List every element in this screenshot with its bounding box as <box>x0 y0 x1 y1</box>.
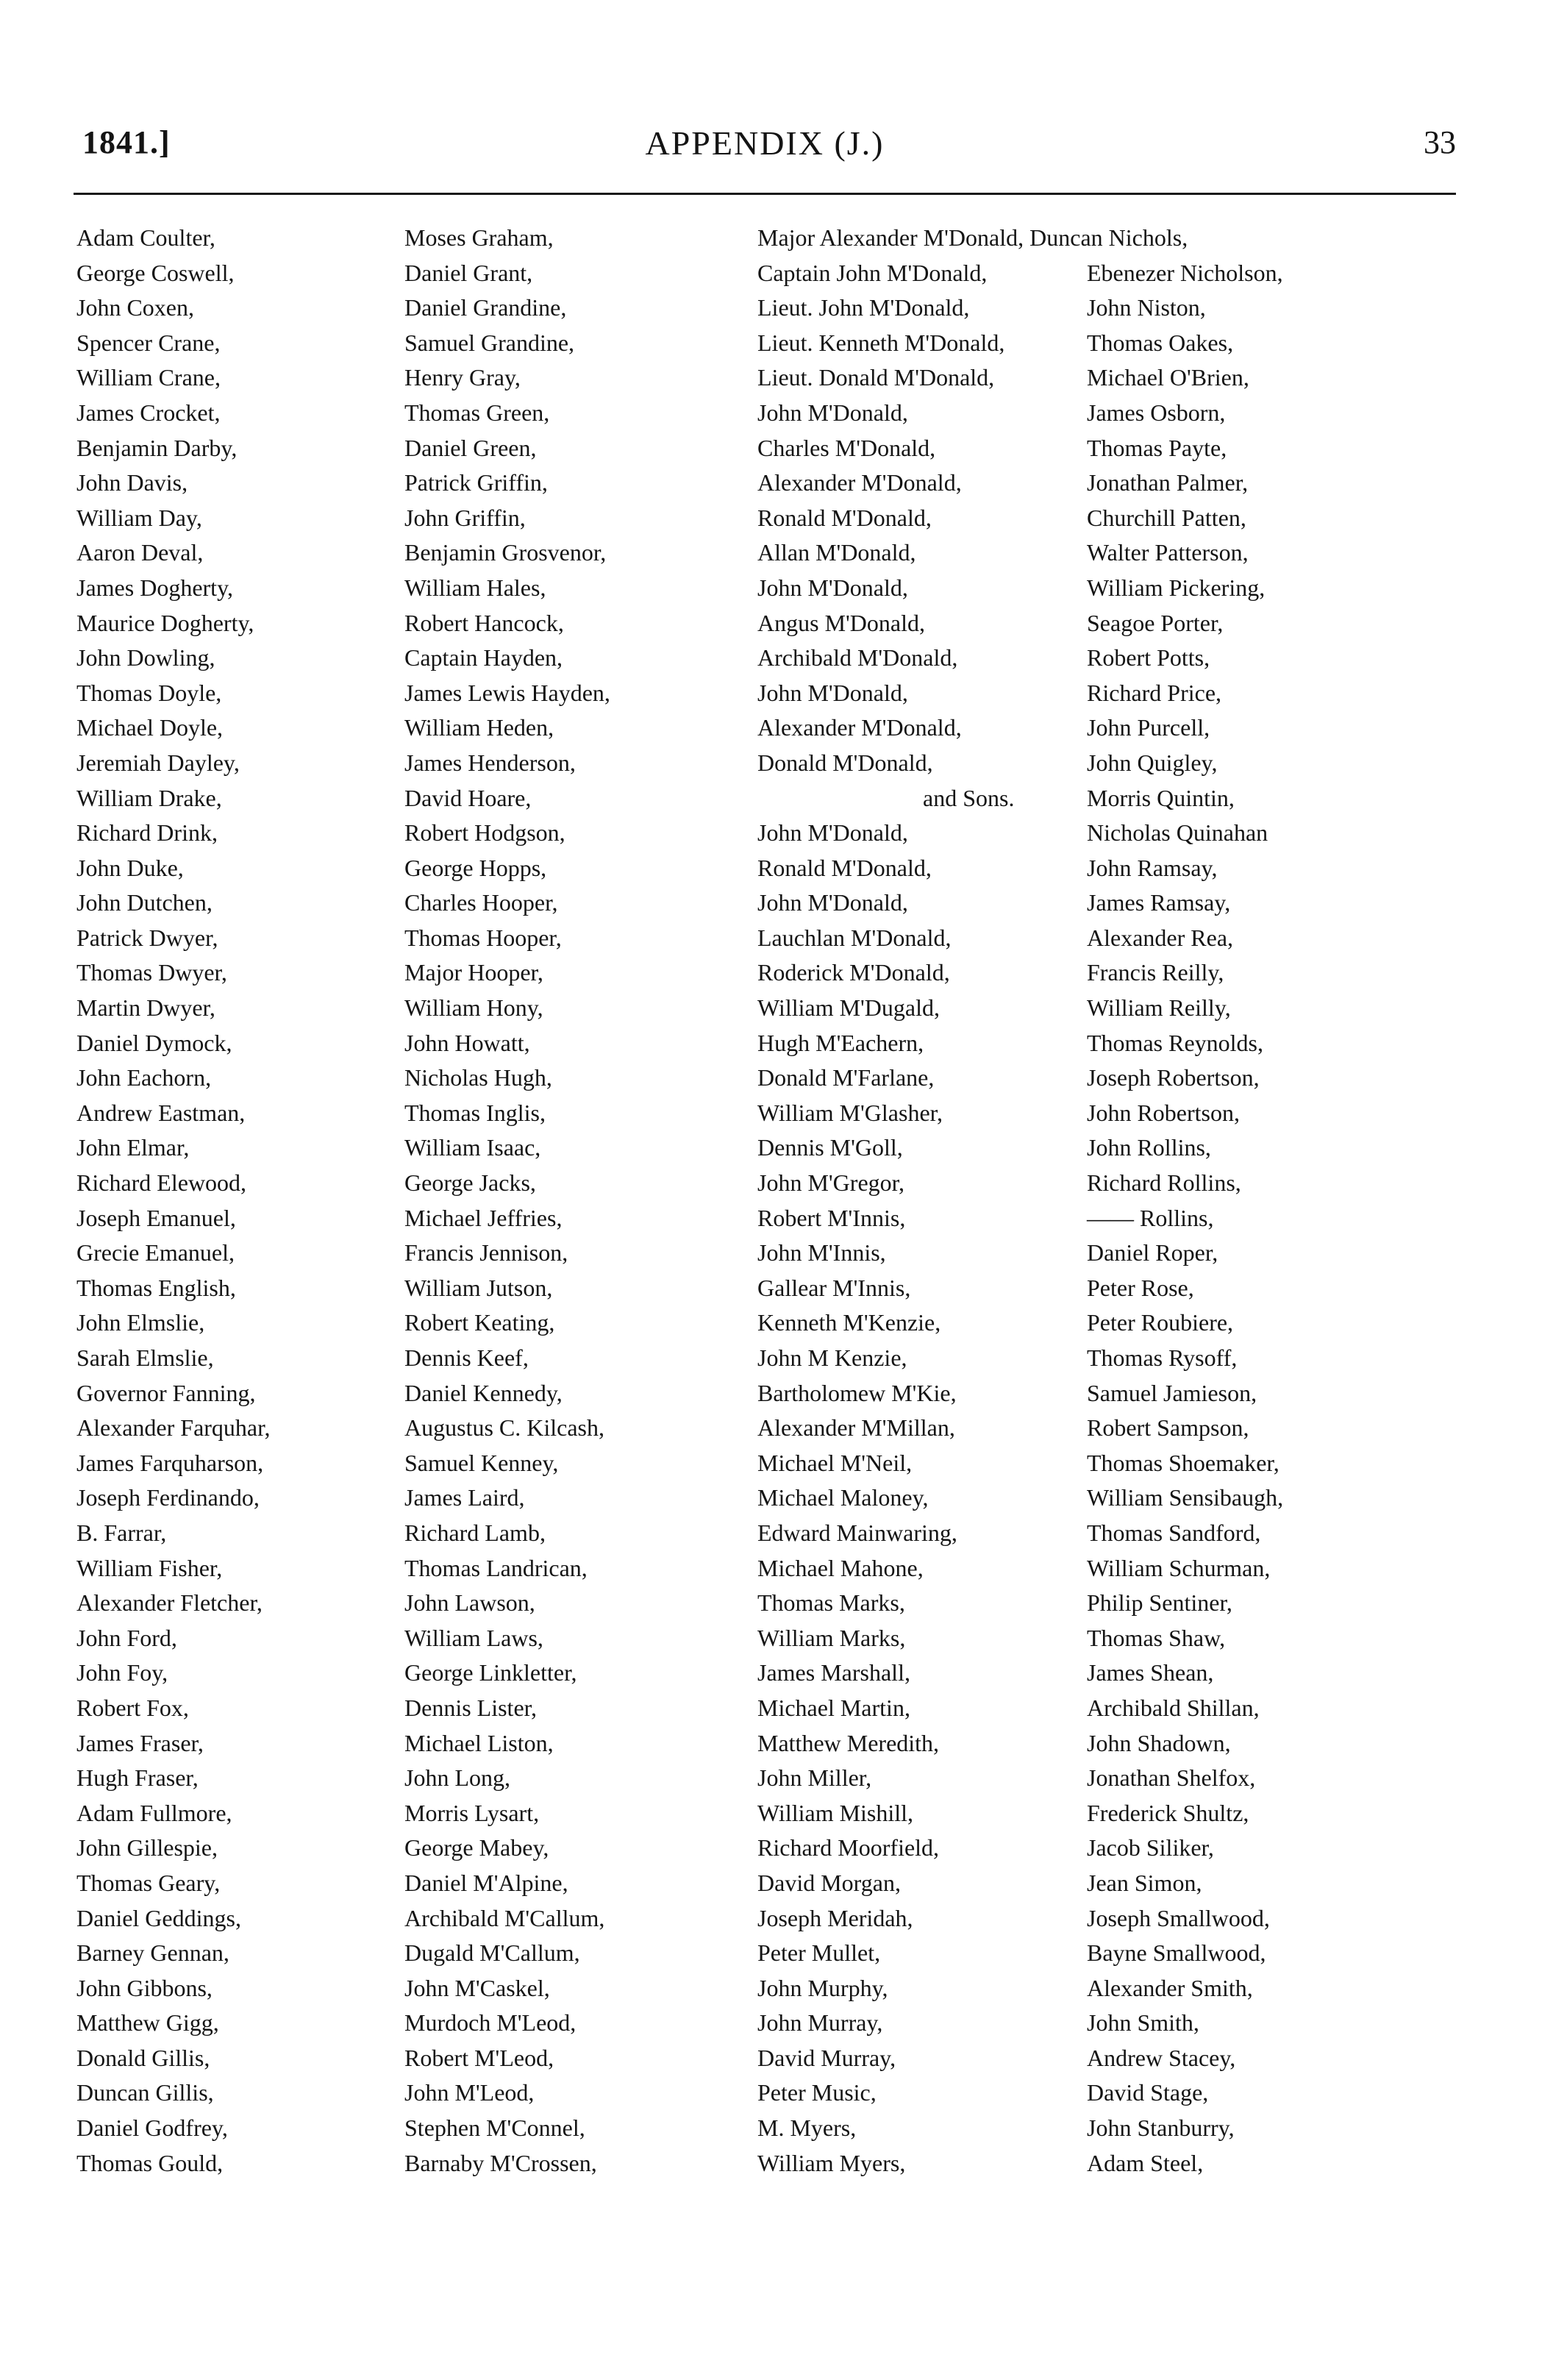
name-entry: Archibald M'Callum, <box>404 1904 605 1931</box>
name-entry: John Quigley, <box>1087 749 1218 776</box>
name-entry: Moses Graham, <box>404 224 554 251</box>
name-entry: John Miller, <box>757 1764 872 1792</box>
name-entry: John M'Donald, <box>757 889 908 916</box>
name-entry: Thomas Inglis, <box>404 1099 546 1126</box>
name-entry: John Howatt, <box>404 1029 530 1056</box>
name-entry: Patrick Griffin, <box>404 469 548 496</box>
name-entry: Andrew Eastman, <box>76 1099 246 1126</box>
name-entry: Donald M'Farlane, <box>757 1064 935 1091</box>
name-entry: Thomas Reynolds, <box>1087 1029 1263 1056</box>
name-entry: John M'Innis, <box>757 1239 886 1266</box>
name-entry: Michael Liston, <box>404 1729 554 1756</box>
name-entry: Alexander M'Donald, <box>757 469 962 496</box>
name-entry: Dugald M'Callum, <box>404 1939 580 1967</box>
name-entry: George Coswell, <box>76 259 235 286</box>
name-entry: Thomas Geary, <box>76 1869 221 1896</box>
name-entry: Adam Fullmore, <box>76 1799 232 1826</box>
name-entry: James Marshall, <box>757 1659 910 1686</box>
name-entry: Jonathan Shelfox, <box>1087 1764 1256 1792</box>
name-entry: Thomas Hooper, <box>404 924 562 951</box>
name-entry: Major Hooper, <box>404 959 543 986</box>
name-entry: Thomas Payte, <box>1087 434 1227 461</box>
name-entry: John Elmar, <box>76 1134 190 1161</box>
name-entry: William M'Dugald, <box>757 994 940 1022</box>
name-entry: Hugh Fraser, <box>76 1764 199 1792</box>
name-entry: Stephen M'Connel, <box>404 2114 585 2142</box>
name-entry: John Purcell, <box>1087 714 1210 741</box>
header-rule <box>74 193 1456 195</box>
name-entry: James Laird, <box>404 1484 525 1511</box>
name-entry: —— Rollins, <box>1087 1204 1214 1231</box>
name-entry: John Ford, <box>76 1624 177 1651</box>
name-entry: Alexander Fletcher, <box>76 1589 263 1617</box>
name-entry: Lieut. Donald M'Donald, <box>757 364 995 391</box>
name-entry: Jacob Siliker, <box>1087 1834 1214 1861</box>
name-entry: William Drake, <box>76 784 222 811</box>
name-entry: Alexander M'Millan, <box>757 1414 955 1442</box>
name-entry: Thomas Green, <box>404 399 550 426</box>
name-entry: Peter Mullet, <box>757 1939 881 1967</box>
name-entry: William M'Glasher, <box>757 1099 943 1126</box>
name-entry: John Niston, <box>1087 294 1206 321</box>
name-entry: George Mabey, <box>404 1834 549 1861</box>
name-entry: Michael Martin, <box>757 1694 910 1721</box>
name-entry: Allan M'Donald, <box>757 539 916 566</box>
name-entry: Robert Keating, <box>404 1309 555 1336</box>
name-entry: Thomas Sandford, <box>1087 1519 1261 1546</box>
name-entry: Daniel Green, <box>404 434 537 461</box>
name-entry: John Shadown, <box>1087 1729 1231 1756</box>
name-entry: Major Alexander M'Donald, Duncan Nichols, <box>757 224 1188 251</box>
name-entry: Governor Fanning, <box>76 1379 256 1406</box>
name-entry: Thomas Landrican, <box>404 1554 588 1581</box>
name-entry: John M Kenzie, <box>757 1344 907 1371</box>
name-entry: John Eachorn, <box>76 1064 212 1091</box>
name-entry: Murdoch M'Leod, <box>404 2009 577 2037</box>
name-entry: M. Myers, <box>757 2114 857 2142</box>
name-entry: Peter Rose, <box>1087 1274 1194 1301</box>
name-column-4 <box>1087 221 1283 2181</box>
name-entry: Angus M'Donald, <box>757 609 925 636</box>
name-entry: Augustus C. Kilcash, <box>404 1414 604 1442</box>
name-entry: Grecie Emanuel, <box>76 1239 235 1266</box>
name-entry: Ronald M'Donald, <box>757 854 932 881</box>
name-entry: Richard Drink, <box>76 819 218 847</box>
name-entry: Matthew Gigg, <box>76 2009 219 2037</box>
name-entry: Daniel Dymock, <box>76 1029 232 1056</box>
name-entry: John Elmslie, <box>76 1309 205 1336</box>
name-entry: Churchill Patten, <box>1087 504 1246 531</box>
name-entry: Maurice Dogherty, <box>76 609 254 636</box>
name-entry: Edward Mainwaring, <box>757 1519 957 1546</box>
name-entry: Robert M'Leod, <box>404 2044 554 2071</box>
name-entry: John Murphy, <box>757 1974 888 2001</box>
name-entry: David Morgan, <box>757 1869 901 1896</box>
name-entry: Patrick Dwyer, <box>76 924 218 951</box>
name-entry: Joseph Meridah, <box>757 1904 913 1931</box>
name-entry: John M'Gregor, <box>757 1169 905 1197</box>
name-entry: Morris Lysart, <box>404 1799 540 1826</box>
name-entry: John Smith, <box>1087 2009 1199 2037</box>
name-entry: Daniel Geddings, <box>76 1904 241 1931</box>
name-entry: William Jutson, <box>404 1274 553 1301</box>
name-entry: Michael Mahone, <box>757 1554 924 1581</box>
name-entry: Daniel Godfrey, <box>76 2114 228 2142</box>
name-entry: William Isaac, <box>404 1134 541 1161</box>
name-entry: Thomas Shoemaker, <box>1087 1449 1279 1476</box>
name-entry: James Farquharson, <box>76 1449 264 1476</box>
page-number: 33 <box>1424 124 1456 160</box>
name-entry: John M'Donald, <box>757 819 908 847</box>
name-entry: Francis Reilly, <box>1087 959 1224 986</box>
name-entry: Captain Hayden, <box>404 644 563 671</box>
name-entry: Spencer Crane, <box>76 329 221 356</box>
name-entry: Walter Patterson, <box>1087 539 1249 566</box>
name-entry: Martin Dwyer, <box>76 994 215 1022</box>
name-entry: Richard Rollins, <box>1087 1169 1241 1197</box>
name-entry: Alexander Rea, <box>1087 924 1234 951</box>
year-label: 1841.] <box>82 124 171 160</box>
name-entry: Joseph Smallwood, <box>1087 1904 1270 1931</box>
page-header <box>74 124 1456 168</box>
name-entry: Roderick M'Donald, <box>757 959 950 986</box>
name-entry: John M'Caskel, <box>404 1974 550 2001</box>
name-entry: Samuel Kenney, <box>404 1449 559 1476</box>
name-entry: John Robertson, <box>1087 1099 1240 1126</box>
name-entry: William Reilly, <box>1087 994 1231 1022</box>
name-entry: and Sons. <box>923 784 1015 811</box>
name-entry: Francis Jennison, <box>404 1239 568 1266</box>
name-entry: Andrew Stacey, <box>1087 2044 1236 2071</box>
page-title: APPENDIX (J.) <box>645 124 885 162</box>
name-entry: Robert Hodgson, <box>404 819 565 847</box>
name-entry: Henry Gray, <box>404 364 521 391</box>
name-entry: Nicholas Hugh, <box>404 1064 552 1091</box>
name-entry: Archibald Shillan, <box>1087 1694 1260 1721</box>
name-entry: Joseph Robertson, <box>1087 1064 1260 1091</box>
name-entry: Duncan Gillis, <box>76 2079 214 2106</box>
name-entry: David Hoare, <box>404 784 532 811</box>
name-entry: Daniel Roper, <box>1087 1239 1218 1266</box>
name-entry: John Davis, <box>76 469 188 496</box>
name-entry: George Jacks, <box>404 1169 536 1197</box>
name-entry: James Shean, <box>1087 1659 1214 1686</box>
name-entry: William Pickering, <box>1087 574 1266 601</box>
name-entry: Robert Sampson, <box>1087 1414 1249 1442</box>
name-entry: Michael Maloney, <box>757 1484 929 1511</box>
name-entry: Richard Price, <box>1087 679 1222 706</box>
name-entry: Adam Steel, <box>1087 2149 1204 2176</box>
name-entry: Samuel Grandine, <box>404 329 575 356</box>
name-entry: James Crocket, <box>76 399 221 426</box>
name-entry <box>1087 221 1283 256</box>
name-entry: Richard Moorfield, <box>757 1834 940 1861</box>
name-entry: Charles M'Donald, <box>757 434 936 461</box>
name-entry: Thomas English, <box>76 1274 236 1301</box>
name-entry: Michael Doyle, <box>76 714 224 741</box>
name-entry: Sarah Elmslie, <box>76 1344 214 1371</box>
name-entry: B. Farrar, <box>76 1519 167 1546</box>
name-entry: James Osborn, <box>1087 399 1226 426</box>
name-entry: John Foy, <box>76 1659 168 1686</box>
name-entry: William Heden, <box>404 714 554 741</box>
name-entry: Thomas Oakes, <box>1087 329 1234 356</box>
name-entry: John Dowling, <box>76 644 215 671</box>
name-entry: John Gibbons, <box>76 1974 213 2001</box>
name-entry: Michael Jeffries, <box>404 1204 563 1231</box>
name-entry: Donald Gillis, <box>76 2044 210 2071</box>
name-entry: Bayne Smallwood, <box>1087 1939 1266 1967</box>
name-entry: Barney Gennan, <box>76 1939 229 1967</box>
name-entry: Nicholas Quinahan <box>1087 819 1268 847</box>
name-entry: Captain John M'Donald, <box>757 259 988 286</box>
name-entry: Peter Music, <box>757 2079 877 2106</box>
name-entry: Dennis Lister, <box>404 1694 538 1721</box>
name-entry: Philip Sentiner, <box>1087 1589 1232 1617</box>
name-entry: Thomas Rysoff, <box>1087 1344 1238 1371</box>
name-entry: William Marks, <box>757 1624 906 1651</box>
name-entry: Joseph Ferdinando, <box>76 1484 260 1511</box>
name-entry: Frederick Shultz, <box>1087 1799 1249 1826</box>
name-entry: Donald M'Donald, <box>757 749 933 776</box>
name-entry: William Crane, <box>76 364 221 391</box>
name-entry: Michael O'Brien, <box>1087 364 1249 391</box>
name-entry: Thomas Dwyer, <box>76 959 227 986</box>
name-entry: Kenneth M'Kenzie, <box>757 1309 941 1336</box>
name-entry: Alexander Smith, <box>1087 1974 1253 2001</box>
name-entry: Adam Coulter, <box>76 224 215 251</box>
name-entry: William Hales, <box>404 574 546 601</box>
name-column-1 <box>76 221 271 2181</box>
name-entry: Bartholomew M'Kie, <box>757 1379 957 1406</box>
name-entry: Robert Potts, <box>1087 644 1210 671</box>
name-entry: Daniel Grant, <box>404 259 533 286</box>
name-entry: William Mishill, <box>757 1799 914 1826</box>
name-entry: Michael M'Neil, <box>757 1449 913 1476</box>
name-entry: Thomas Shaw, <box>1087 1624 1226 1651</box>
name-entry: Jeremiah Dayley, <box>76 749 240 776</box>
name-entry: Morris Quintin, <box>1087 784 1235 811</box>
name-column-2 <box>404 221 610 2181</box>
name-entry: Charles Hooper, <box>404 889 558 916</box>
name-entry: Alexander M'Donald, <box>757 714 962 741</box>
name-entry: Aaron Deval, <box>76 539 204 566</box>
name-entry: Dennis Keef, <box>404 1344 529 1371</box>
name-entry: Lauchlan M'Donald, <box>757 924 952 951</box>
name-entry: William Laws, <box>404 1624 543 1651</box>
name-entry: William Sensibaugh, <box>1087 1484 1284 1511</box>
name-entry: Richard Elewood, <box>76 1169 247 1197</box>
name-entry: William Day, <box>76 504 202 531</box>
name-entry: John Long, <box>404 1764 510 1792</box>
name-entry: William Hony, <box>404 994 543 1022</box>
name-entry: Lieut. John M'Donald, <box>757 294 970 321</box>
name-entry: John M'Donald, <box>757 574 908 601</box>
name-entry: Robert M'Innis, <box>757 1204 906 1231</box>
name-entry: Hugh M'Eachern, <box>757 1029 924 1056</box>
name-entry: James Fraser, <box>76 1729 204 1756</box>
name-entry: John M'Leod, <box>404 2079 535 2106</box>
name-entry: John Gillespie, <box>76 1834 218 1861</box>
name-entry: Ronald M'Donald, <box>757 504 932 531</box>
name-entry: Ebenezer Nicholson, <box>1087 259 1283 286</box>
name-entry: George Linkletter, <box>404 1659 577 1686</box>
name-entry: Jonathan Palmer, <box>1087 469 1249 496</box>
name-entry: John M'Donald, <box>757 399 908 426</box>
name-entry: Archibald M'Donald, <box>757 644 958 671</box>
name-entry: Robert Fox, <box>76 1694 189 1721</box>
name-entry: Benjamin Grosvenor, <box>404 539 607 566</box>
name-entry: Robert Hancock, <box>404 609 564 636</box>
name-entry: David Murray, <box>757 2044 896 2071</box>
name-entry: William Fisher, <box>76 1554 223 1581</box>
name-entry: John Stanburry, <box>1087 2114 1235 2142</box>
name-entry: Thomas Gould, <box>76 2149 224 2176</box>
name-entry: Joseph Emanuel, <box>76 1204 236 1231</box>
name-entry: John M'Donald, <box>757 679 908 706</box>
name-entry: John Dutchen, <box>76 889 213 916</box>
name-entry: Samuel Jamieson, <box>1087 1379 1257 1406</box>
name-entry: Benjamin Darby, <box>76 434 238 461</box>
name-entry: John Lawson, <box>404 1589 535 1617</box>
name-entry: James Ramsay, <box>1087 889 1231 916</box>
name-entry: Alexander Farquhar, <box>76 1414 271 1442</box>
name-entry: Dennis M'Goll, <box>757 1134 903 1161</box>
name-entry: Matthew Meredith, <box>757 1729 940 1756</box>
name-entry: Seagoe Porter, <box>1087 609 1224 636</box>
name-entry: Barnaby M'Crossen, <box>404 2149 597 2176</box>
name-entry: Daniel M'Alpine, <box>404 1869 568 1896</box>
name-entry: Jean Simon, <box>1087 1869 1202 1896</box>
name-entry: James Henderson, <box>404 749 576 776</box>
name-entry: David Stage, <box>1087 2079 1209 2106</box>
name-entry: John Ramsay, <box>1087 854 1218 881</box>
name-entry: Richard Lamb, <box>404 1519 546 1546</box>
name-entry: Lieut. Kenneth M'Donald, <box>757 329 1005 356</box>
name-entry: John Griffin, <box>404 504 526 531</box>
name-entry: Daniel Kennedy, <box>404 1379 563 1406</box>
name-entry: Peter Roubiere, <box>1087 1309 1234 1336</box>
name-entry: George Hopps, <box>404 854 547 881</box>
name-entry: William Schurman, <box>1087 1554 1271 1581</box>
name-entry: Thomas Doyle, <box>76 679 222 706</box>
name-entry: Daniel Grandine, <box>404 294 567 321</box>
name-entry: Thomas Marks, <box>757 1589 905 1617</box>
name-entry: James Dogherty, <box>76 574 233 601</box>
name-entry: John Rollins, <box>1087 1134 1211 1161</box>
name-entry: John Murray, <box>757 2009 883 2037</box>
name-entry: John Coxen, <box>76 294 194 321</box>
name-entry: John Duke, <box>76 854 184 881</box>
name-entry: William Myers, <box>757 2149 906 2176</box>
name-entry: James Lewis Hayden, <box>404 679 610 706</box>
name-entry: Gallear M'Innis, <box>757 1274 911 1301</box>
